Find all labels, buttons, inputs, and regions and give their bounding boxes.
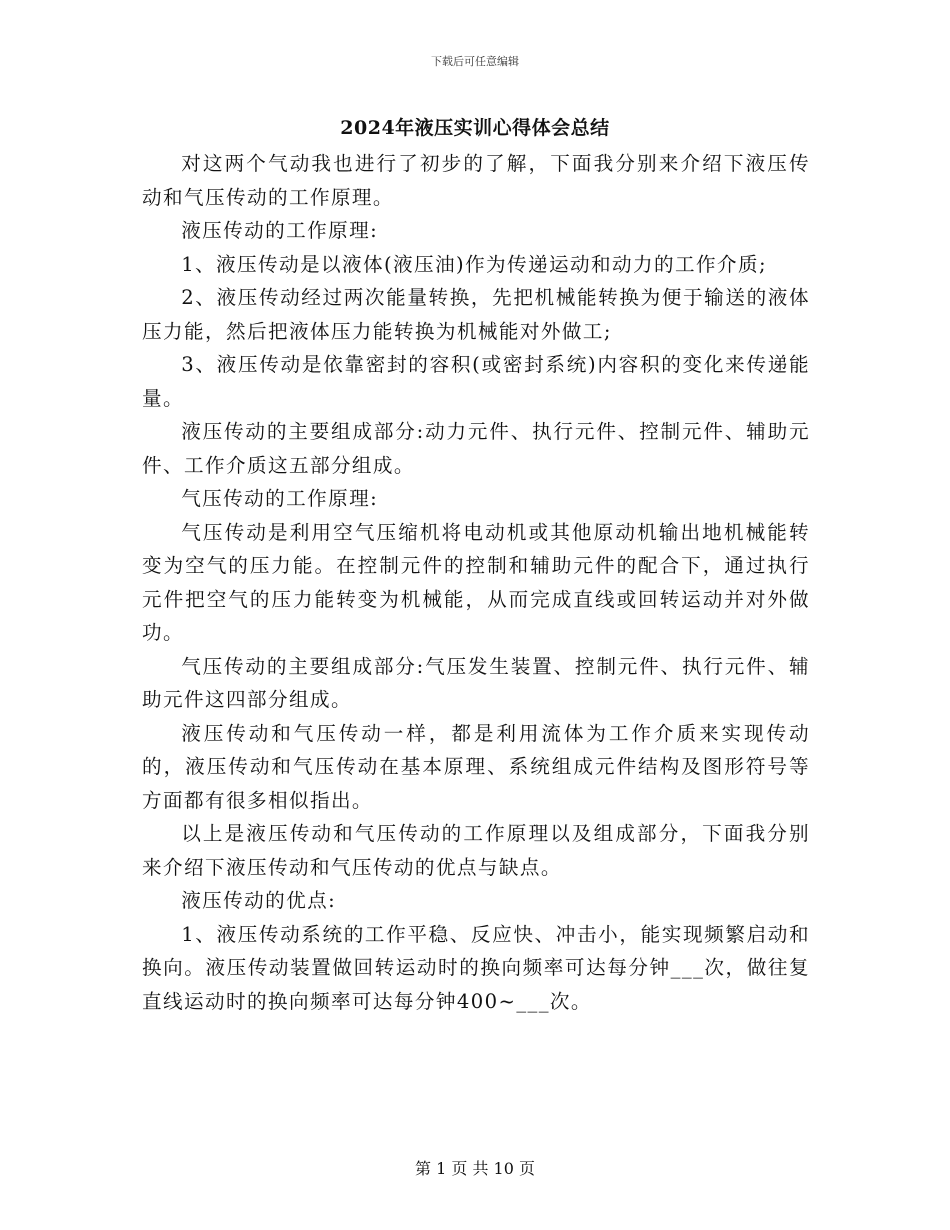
paragraph: 以上是液压传动和气压传动的工作原理以及组成部分，下面我分别来介绍下液压传动和气压传动的优点与缺点。 [142, 822, 810, 879]
paragraph: 对这两个气动我也进行了初步的了解，下面我分别来介绍下液压传动和气压传动的工作原理。 [142, 152, 810, 209]
header-note: 下载后可任意编辑 [431, 55, 519, 68]
paragraph: 液压传动的主要组成部分:动力元件、执行元件、控制元件、辅助元件、工作介质这五部分组成。 [142, 420, 810, 477]
paragraph: 液压传动的优点: [181, 889, 337, 912]
paragraph: 液压传动的工作原理: [181, 219, 379, 242]
paragraph: 气压传动的主要组成部分:气压发生装置、控制元件、执行元件、辅助元件这四部分组成。 [142, 654, 810, 711]
page-footer: 第 1 页 共 10 页 [415, 1159, 535, 1178]
paragraph: 1、液压传动是以液体(液压油)作为传递运动和动力的工作介质; [181, 252, 767, 276]
paragraph: 2、液压传动经过两次能量转换，先把机械能转换为便于输送的液体压力能，然后把液体压力能转换为机械能对外做工; [142, 286, 810, 343]
paragraph: 1、液压传动系统的工作平稳、反应快、冲击小，能实现频繁启动和换向。液压传动装置做回转运动时的换向频率可达每分钟___次，做往复直线运动时的换向频率可达每分钟400~___次。 [142, 922, 810, 1013]
paragraph: 气压传动是利用空气压缩机将电动机或其他原动机输出地机械能转变为空气的压力能。在控制元件的控制和辅助元件的配合下，通过执行元件把空气的压力能转变为机械能，从而完成直线或回转运动并对外做功。 [142, 520, 810, 644]
document-body [142, 147, 810, 1018]
paragraph: 3、液压传动是依靠密封的容积(或密封系统)内容积的变化来传递能量。 [142, 353, 810, 410]
document-title: 2024年液压实训心得体会总结 [340, 117, 610, 139]
paragraph: 气压传动的工作原理: [181, 487, 379, 510]
paragraph: 液压传动和气压传动一样，都是利用流体为工作介质来实现传动的，液压传动和气压传动在基本原理、系统组成元件结构及图形符号等方面都有很多相似指出。 [142, 721, 810, 812]
